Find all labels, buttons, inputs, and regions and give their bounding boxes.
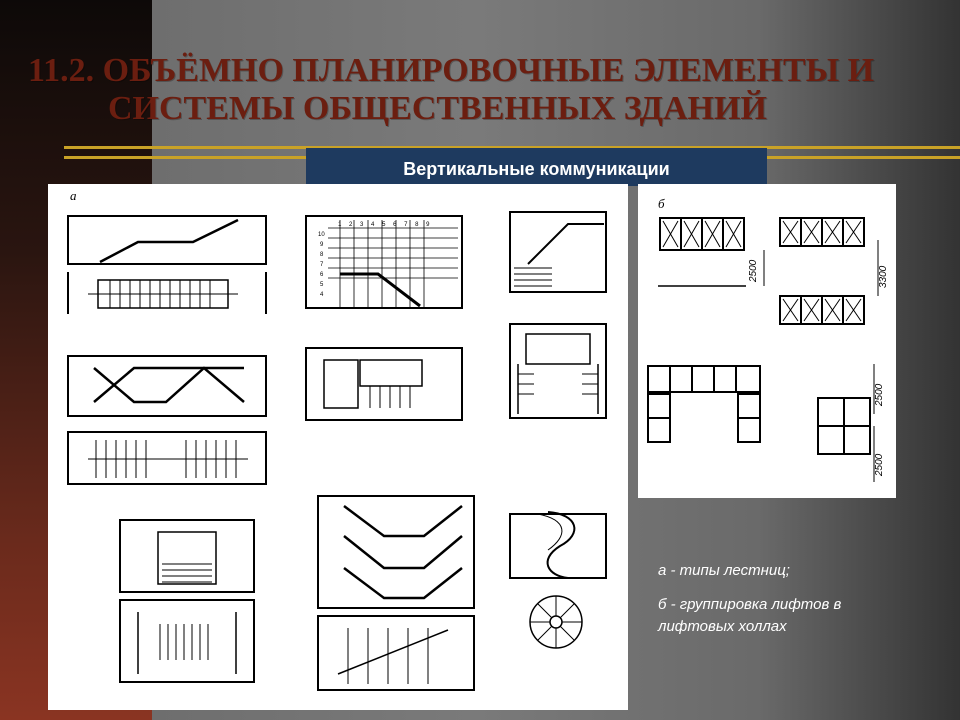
- step-number-8: 8: [320, 252, 324, 258]
- elevator-groupings-drawing: [638, 184, 896, 498]
- three-flight-plan: [306, 348, 462, 420]
- stair-types-drawing: [48, 184, 628, 710]
- spiral-stair-plan: [530, 596, 582, 648]
- title-line-2: СИСТЕМЫ ОБЩЕСТВЕННЫХ ЗДАНИЙ: [108, 90, 767, 127]
- caption-elevator-groupings: б - группировка лифтов в лифтовых холлах: [658, 596, 842, 635]
- step-numbers-row: 1 2 3 4 5 6 7 8 9: [338, 222, 430, 228]
- dimension-lines: [764, 240, 878, 482]
- two-flight-plan: [68, 432, 266, 484]
- dimension-2500-b: 2500: [874, 383, 885, 406]
- elevator-row-four: [658, 218, 746, 286]
- scissor-stair-plan: [318, 616, 474, 690]
- dimension-2500-c: 2500: [874, 453, 885, 476]
- two-flight-section: [68, 356, 266, 416]
- caption-stair-types: а - типы лестниц;: [658, 562, 790, 579]
- stair-types-svg: [48, 184, 628, 710]
- u-shaped-stair-plan: [510, 324, 606, 418]
- dimension-3300: 3300: [878, 265, 889, 288]
- imperial-stair-plan: [120, 520, 254, 682]
- straight-flight-plan: [68, 272, 266, 314]
- elevator-groupings-svg: [638, 184, 896, 498]
- step-number-4: 4: [320, 292, 324, 298]
- dimension-2500-a: 2500: [748, 259, 759, 282]
- panel-b-letter: б: [658, 196, 665, 211]
- title-line-1: 11.2. ОБЪЁМНО ПЛАНИРОВОЧНЫЕ ЭЛЕМЕНТЫ И: [28, 52, 875, 89]
- elevator-square-group: [818, 398, 870, 454]
- section-banner: Вертикальные коммуникации: [306, 148, 767, 186]
- step-number-9: 9: [320, 242, 324, 248]
- step-number-7: 7: [320, 262, 324, 268]
- straight-flight-section: [68, 216, 266, 264]
- panel-a-letter: а: [70, 188, 77, 203]
- elevator-rows-facing: [780, 218, 864, 324]
- step-number-6: 6: [320, 272, 324, 278]
- elevator-u-group: [648, 366, 760, 442]
- step-number-10: 10: [318, 232, 325, 238]
- slide-title: [28, 52, 960, 128]
- step-number-5: 5: [320, 282, 324, 288]
- l-shaped-stair-plan: [510, 212, 606, 292]
- curved-stair-plan: [510, 512, 606, 578]
- stepped-diagram: [306, 216, 462, 308]
- scissor-stair-section: [318, 496, 474, 608]
